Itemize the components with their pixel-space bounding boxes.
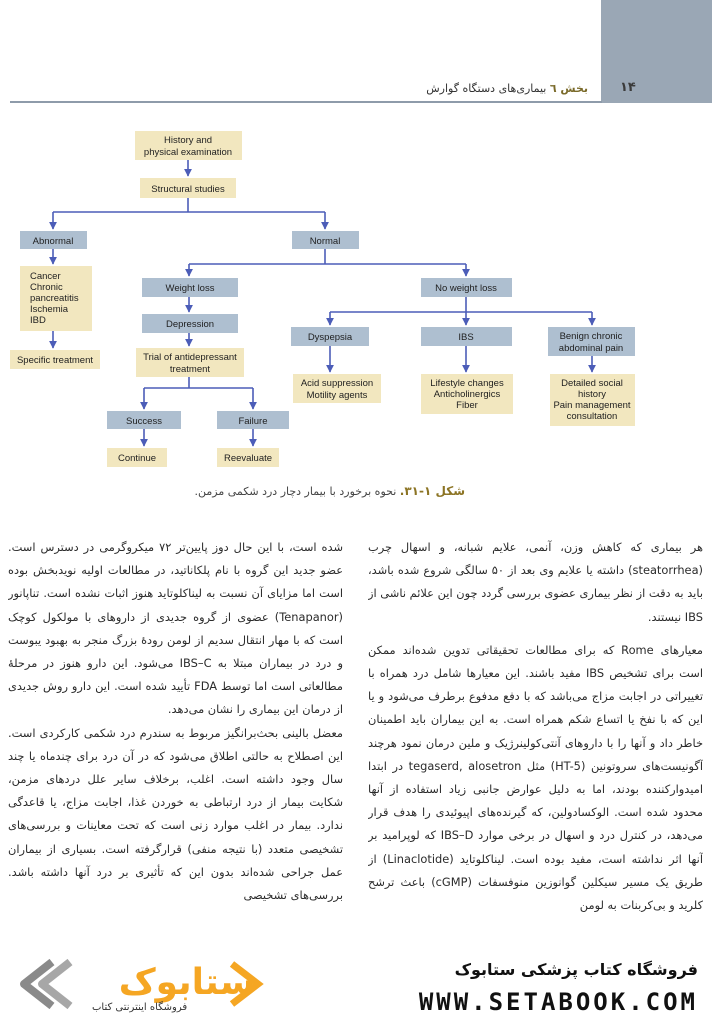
- node-ibs-treatment: [421, 374, 513, 414]
- svg-text:Continue: Continue: [117, 453, 157, 464]
- svg-text:Specific treatment: Specific treatment: [16, 355, 94, 366]
- svg-text:Failure: Failure: [238, 416, 268, 427]
- logo-chevron-icon: [24, 962, 70, 1006]
- svg-text:history: history: [578, 389, 606, 400]
- paragraph: شده است، با این حال دوز پایین‌تر ۷۲ میکروگرمی در دسترس است. عضو جدید این گروه با نام پلکاناتید، در مطالعات اولیه نویدبخش بوده است اما مزایای آن نسبت به لیناکلوتاید هنوز اثبات نشده است. تناپانور (Tenapanor) عضوی از گروه جدیدی از داروهای با مولکول کوچک است که با مهار انتقال سدیم از لومن رودهٔ بزرگ منجر به بهبود یبوست و درد در بیماران مبتلا به IBS–C می‌شود. این دارو هنوز در مرحلهٔ مطالعاتی است اما توسط FDA تأیید شده است. این دارو روش جدیدی از درمان این بیماری را نشان می‌دهد.: [8, 540, 343, 717]
- cause-chronic: Chronic: [30, 282, 63, 293]
- header-rule: [10, 101, 602, 103]
- cause-ischemia: Ischemia: [30, 304, 69, 315]
- figure-caption: [120, 484, 465, 498]
- svg-text:Success: Success: [126, 416, 162, 427]
- svg-text:Dyspepsia: Dyspepsia: [307, 332, 353, 343]
- svg-text:Trial of antidepressant: Trial of antidepressant: [143, 352, 237, 363]
- logo-tagline: فروشگاه اینترنتی کتاب: [92, 1002, 188, 1013]
- store-url[interactable]: WWW.SETABOOK.COM: [418, 988, 698, 1016]
- node-abnormal: [20, 231, 87, 249]
- svg-text:Fiber: Fiber: [456, 400, 478, 411]
- paragraph: معضل بالینی بحث‌برانگیز مربوط به سندرم درد شکمی کارکردی است. این اصطلاح به حالتی اطلاق می‌شود که در آن درد برای چندماه یا چند سال وجود داشته است. اغلب، برخلاف سایر علل دردهای مزمن، شکایت بیمار از درد ارتباطی به خوردن غذا، اجابت مزاج، یا قاعدگی ندارد. بیمار در اغلب موارد زنی است که تحت معاینات و بررسی‌های تشخیصی متعدد (با نتیجه منفی) قرارگرفته است. بسیاری از بیماران عمل جراحی شده‌اند بدون این که تأثیری بر درد آنها داشته باشد. بررسی‌های تشخیصی: [8, 725, 343, 903]
- node-dyspepsia: [291, 327, 369, 346]
- paragraph: معیارهای Rome که برای مطالعات تحقیقاتی تدوین شده‌اند ممکن است برای تشخیص IBS مفید باشند. این معیارها شامل درد همراه با تغییراتی در اجابت مزاج می‌باشد که با دفع مدفوع برطرف می‌شود و یا این که با نفخ یا اتساع شکم همراه است. به این بیماران باید اطمینان خاطر داد و آنها را با داروهای آنتی‌کولینرژیک و ملین درمان نمود هرچند آگونیست‌های سروتونین (HT-5) مثل tegaserd, alosetron در ابتدا امیدوارکننده بودند، اما به دلیل عوارض جانبی زیاد استفاده از آنها محدود شده است. الوکسادولین، که گیرنده‌های اپیوئیدی را هدف قرار می‌دهد، در کنترل درد و اسهال در برخی موارد IBS–D که لوپرامید بر آنها اثر نداشته است، مفید بوده است. لیناکلوتاید (Linaclotide) از طریق یک مسیر سیکلین گوانوزین منوفسفات (cGMP) باعث ترشح کلرید و بی‌کربنات به لومن: [368, 642, 703, 913]
- node-structural-studies: [140, 178, 236, 198]
- node-dyspepsia-treatment: [293, 374, 381, 403]
- svg-text:Abnormal: Abnormal: [32, 236, 74, 247]
- chapter-label: بخش ٦: [549, 82, 588, 95]
- cause-ibd: IBD: [30, 315, 46, 326]
- cause-cancer: Cancer: [30, 271, 61, 282]
- svg-text:IBS: IBS: [458, 332, 474, 343]
- node-no-weight-loss: [421, 278, 512, 297]
- svg-text:Lifestyle changes: Lifestyle changes: [430, 378, 504, 389]
- svg-text:abdominal pain: abdominal pain: [558, 343, 624, 354]
- text-column-right: [368, 536, 703, 948]
- svg-text:Acid suppression: Acid suppression: [300, 378, 374, 389]
- node-abnormal-causes: [20, 266, 92, 331]
- svg-text:Detailed social: Detailed social: [561, 378, 623, 389]
- node-history-line1: History and: [163, 135, 213, 146]
- svg-text:consultation: consultation: [566, 411, 618, 422]
- node-normal: [292, 231, 359, 249]
- svg-text:Anticholinergics: Anticholinergics: [433, 389, 501, 400]
- header-color-block: [601, 0, 712, 103]
- node-failure: [217, 411, 289, 429]
- svg-text:treatment: treatment: [169, 364, 211, 375]
- paragraph: هر بیماری که کاهش وزن، آنمی، علایم شبانه، و اسهال چرب (steatorrhea) داشته یا علایم وی بعد از ۵۰ سالگی شروع شده باشد، باید به دقت از نظر بیماری عضوی بررسی گردد چون این علائم ناشی از IBS نیستند.: [368, 540, 703, 624]
- svg-text:Structural studies: Structural studies: [151, 184, 225, 195]
- svg-text:Depression: Depression: [165, 319, 215, 330]
- node-history-line2: physical examination: [143, 147, 233, 158]
- svg-text:Normal: Normal: [309, 236, 341, 247]
- chapter-title: بیماری‌های دستگاه گوارش: [426, 82, 547, 95]
- svg-text:Benign chronic: Benign chronic: [559, 331, 623, 342]
- node-history: [135, 131, 242, 160]
- chapter-header: [420, 82, 588, 95]
- node-benign-treatment: [550, 374, 635, 426]
- figure-caption-text: نحوه برخورد با بیمار دچار درد شکمی مزمن.: [194, 485, 397, 498]
- svg-text:Motility agents: Motility agents: [306, 390, 368, 401]
- svg-text:Weight loss: Weight loss: [165, 283, 215, 294]
- chronic-abdominal-pain-flowchart: [0, 120, 712, 475]
- node-success: [107, 411, 181, 429]
- text-column-left: [8, 536, 343, 948]
- cause-pancreatitis: pancreatitis: [30, 293, 79, 304]
- node-trial-antidepressant: [136, 348, 244, 377]
- figure-label: شکل ۱-۳۱.: [399, 484, 465, 498]
- svg-text:No weight loss: No weight loss: [435, 283, 497, 294]
- node-weight-loss: [142, 278, 238, 297]
- logo-wordmark: ستابوک: [118, 962, 256, 1003]
- node-depression: [142, 314, 238, 333]
- svg-text:Reevaluate: Reevaluate: [223, 453, 273, 464]
- node-specific-treatment: [10, 350, 100, 369]
- page-number: ۱۴: [620, 80, 636, 95]
- svg-text:Pain management: Pain management: [553, 400, 631, 411]
- node-ibs: [421, 327, 512, 346]
- store-name: فروشگاه کتاب پزشکی ستابوک: [454, 960, 698, 979]
- node-continue: [107, 448, 167, 467]
- node-benign-chronic-pain: [548, 327, 635, 356]
- node-reevaluate: [217, 448, 279, 467]
